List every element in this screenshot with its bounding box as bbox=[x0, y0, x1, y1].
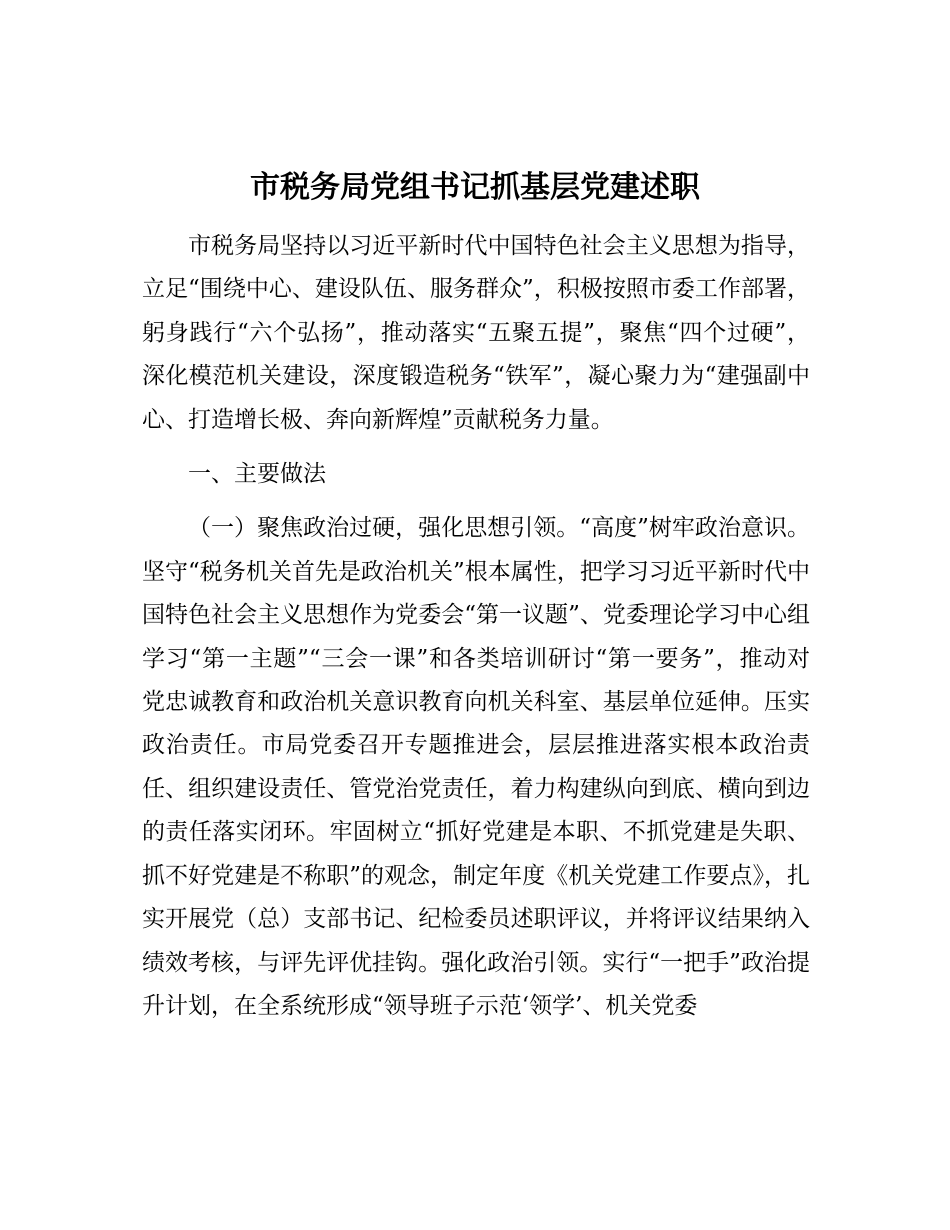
document-body bbox=[142, 225, 810, 1028]
intro-paragraph: 市税务局坚持以习近平新时代中国特色社会主义思想为指导，立足“围绕中心、建设队伍、服务群众”，积极按照市委工作部署，躬身践行“六个弘扬”，推动落实“五聚五提”，聚焦“四个过硬”，深化模范机关建设，深度锻造税务“铁军”，凝心聚力为“建强副中心、打造增长极、奔向新辉煌”贡献税务力量。 bbox=[142, 233, 810, 433]
section-heading: 一、主要做法 bbox=[188, 461, 326, 488]
body-paragraph: （一）聚焦政治过硬，强化思想引领。“高度”树牢政治意识。坚守“税务机关首先是政治机关”根本属性，把学习习近平新时代中国特色社会主义思想作为党委会“第一议题”、党委理论学习中心组学习“第一主题”“三会一课”和各类培训研讨“第一要务”，推动对党忠诚教育和政治机关意识教育向机关科室、基层单位延伸。压实政治责任。市局党委召开专题推进会，层层推进落实根本政治责任、组织建设责任、管党治党责任，着力构建纵向到底、横向到边的责任落实闭环。牢固树立“抓好党建是本职、不抓党建是失职、抓不好党建是不称职”的观念，制定年度《机关党建工作要点》，扎实开展党（总）支部书记、纪检委员述职评议，并将评议结果纳入绩效考核，与评先评优挂钩。强化政治引领。实行“一把手”政治提升计划，在全系统形成“领导班子示范‘领学’、机关党委 bbox=[142, 515, 810, 1019]
document-title: 市税务局党组书记抓基层党建述职 bbox=[250, 170, 700, 205]
